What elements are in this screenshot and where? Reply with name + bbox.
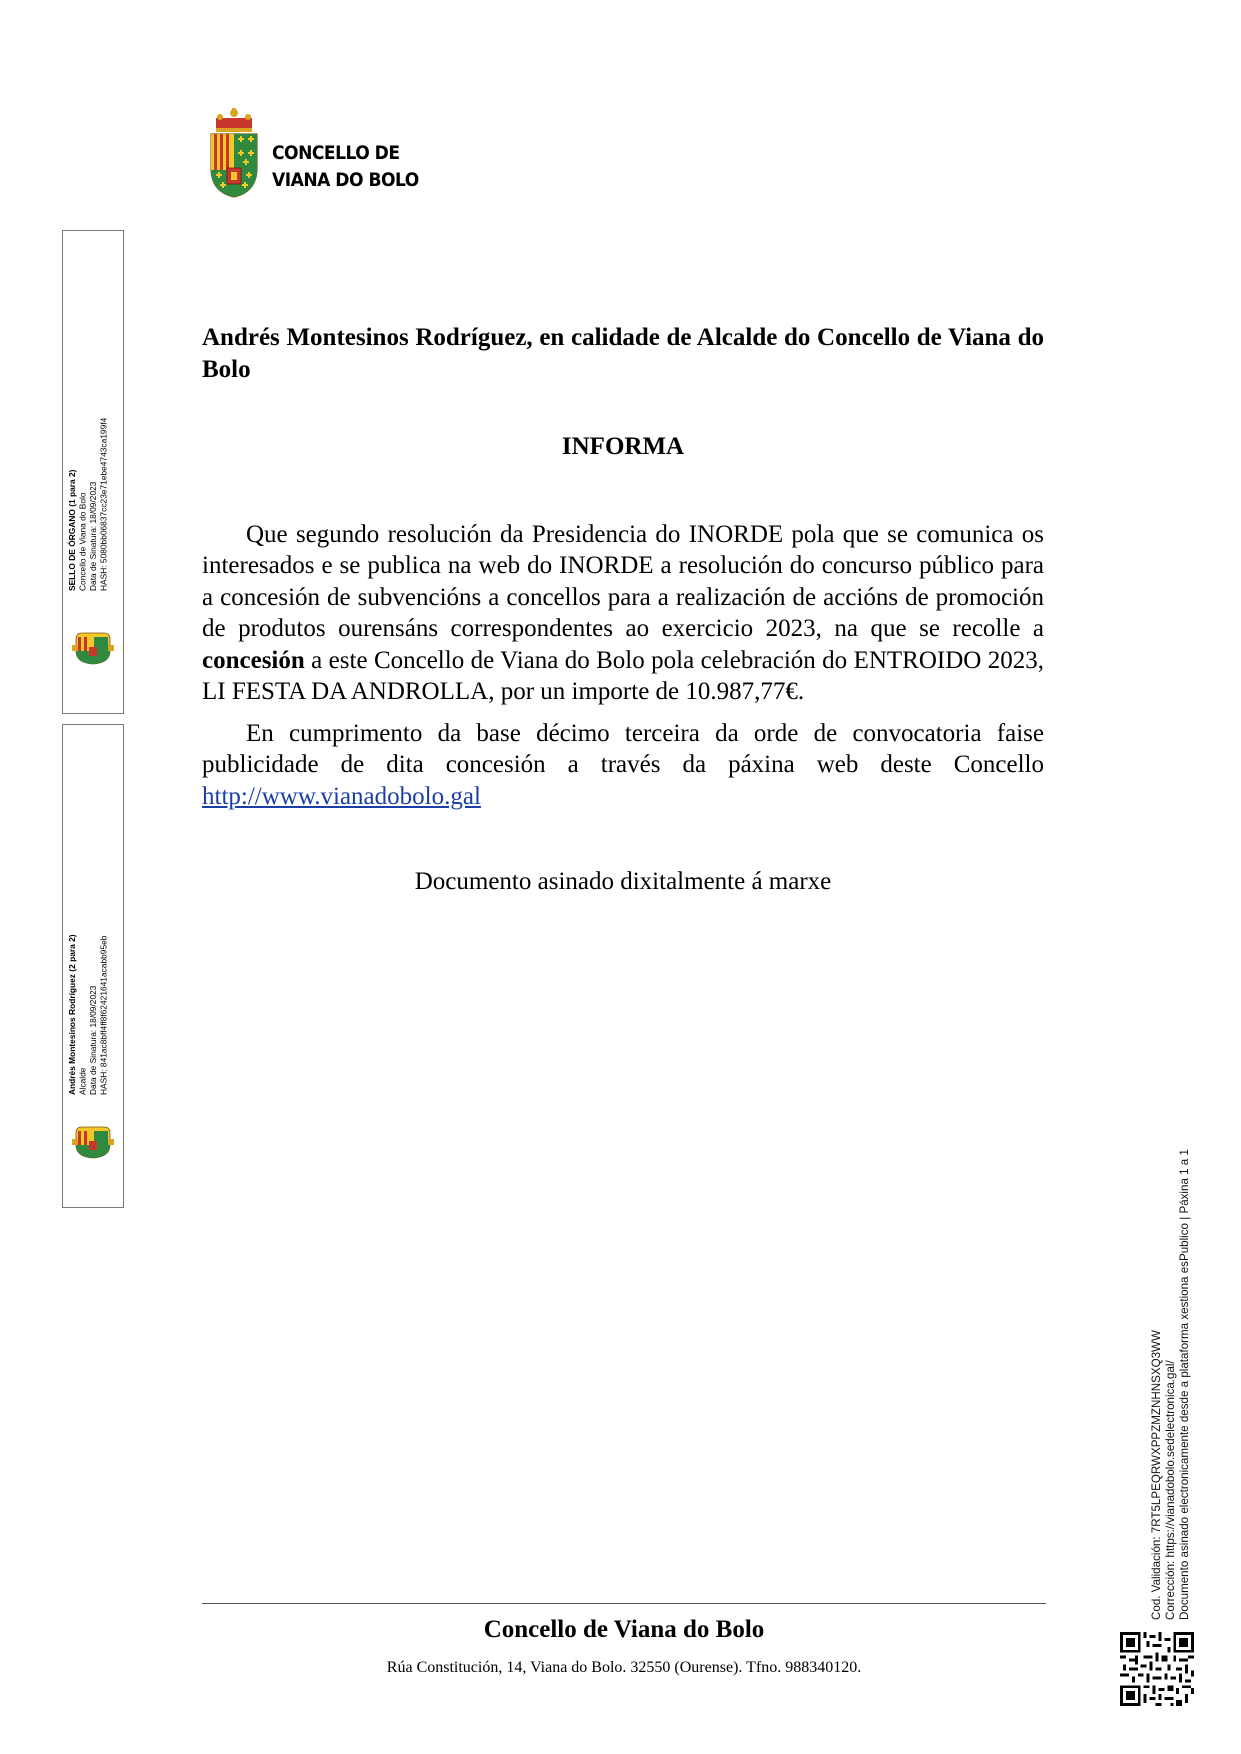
stamp-text	[67, 371, 119, 591]
coat-of-arms-icon	[208, 108, 260, 198]
document-heading: INFORMA	[561, 433, 685, 460]
stamp-role: Concello de Viana do Bolo	[77, 492, 88, 591]
municipal-logo	[208, 108, 448, 198]
platform-note: Documento asinado electronicamente desde a plataforma xestiona esPublico | Páxina 1 a 1	[1178, 1149, 1191, 1620]
paragraph-text: a este Concello de Viana do Bolo pola celebración do ENTROIDO 2023, LI FESTA DA ANDROLLA, por un importe de 10.987,77€.	[202, 646, 1044, 705]
footer-divider	[202, 1603, 1046, 1604]
verification-url: Corrección: https://vianadobolo.sedelectronica.gal/	[1164, 1360, 1177, 1620]
stamp-signer: SELLO DE ÓRGANO (1 para 2)	[67, 469, 77, 591]
paragraph-text: Que segundo resolución da Presidencia do INORDE pola que se comunica os interesados e se publica na web do INORDE a resolución do concurso público para a concesión de subvencións a concellos para a realización de accións de promoción de produtos ourensáns correspondentes ao exercicio 2023, na que se recolle a	[202, 520, 1044, 642]
logo-line-2: VIANA DO BOLO	[272, 169, 419, 191]
paragraph-resolution	[202, 519, 1044, 708]
logo-wordmark	[272, 140, 419, 194]
concession-highlight: concesión	[202, 646, 305, 674]
mini-coat-of-arms-icon	[72, 631, 114, 665]
footer-title: Concello de Viana do Bolo	[483, 1616, 765, 1643]
mini-coat-of-arms-icon	[72, 1125, 114, 1159]
stamp-signer: Andrés Montesinos Rodríguez (2 para 2)	[67, 934, 77, 1095]
signature-stamp-mayor	[62, 724, 124, 1208]
stamp-date: Data de Sinatura: 18/09/2023	[88, 985, 98, 1095]
stamp-date: Data de Sinatura: 18/09/2023	[88, 481, 98, 591]
signature-stamp-organ	[62, 230, 124, 714]
paragraph-publicity	[202, 718, 1044, 813]
footer-address: Rúa Constitución, 14, Viana do Bolo. 32550 (Ourense). Tfno. 988340120.	[386, 1659, 862, 1676]
document-body	[202, 322, 1044, 923]
logo-line-1: CONCELLO DE	[272, 142, 400, 164]
council-website-link[interactable]: http://www.vianadobolo.gal	[202, 782, 481, 810]
stamp-text	[67, 875, 119, 1095]
stamp-hash: HASH: 841ac8bff4ff8f62421641acabb95eb	[98, 935, 109, 1095]
stamp-hash: HASH: 5080bb06837cc23e71ebe4743ca199f4	[98, 417, 109, 591]
validation-code: Cod. Validación: 7RT5LPEQRWXPPZMZNHNSXQ3WW	[1150, 1330, 1163, 1620]
stamp-role: Alcalde	[77, 1067, 88, 1095]
paragraph-text: En cumprimento da base décimo terceira da orde de convocatoria faise publicidade de dita concesión a través da páxina web deste Concello	[202, 719, 1044, 778]
signed-note: Documento asinado dixitalmente á marxe	[414, 868, 832, 895]
intro-statement: Andrés Montesinos Rodríguez, en calidade de Alcalde do Concello de Viana do Bolo	[202, 324, 1044, 383]
validation-info	[1150, 1108, 1200, 1620]
qr-code-icon	[1120, 1632, 1194, 1706]
